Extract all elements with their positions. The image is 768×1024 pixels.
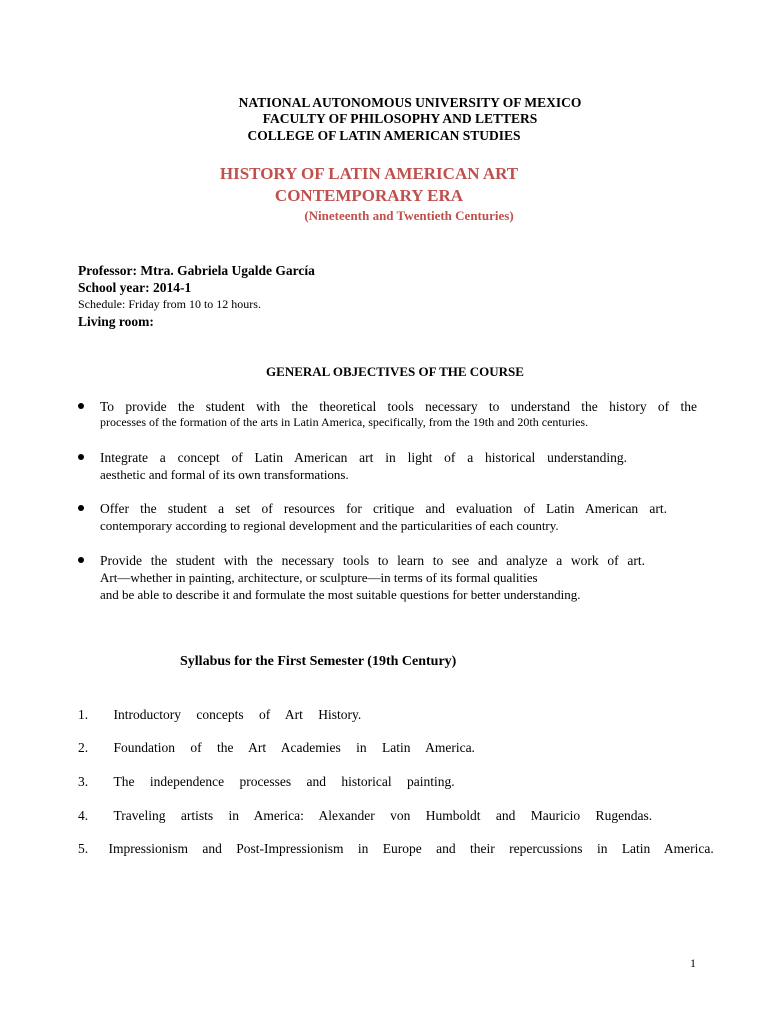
- objectives-heading: GENERAL OBJECTIVES OF THE COURSE: [266, 364, 524, 379]
- syllabus-item-number: 2.: [78, 740, 89, 755]
- syllabus-item: [78, 841, 714, 857]
- faculty-name: FACULTY OF PHILOSOPHY AND LETTERS: [262, 111, 538, 126]
- bullet-icon: [78, 557, 84, 563]
- page-number: 1: [690, 956, 696, 970]
- objective-line: aesthetic and formal of its own transformations.: [100, 467, 349, 482]
- course-title-line1: HISTORY OF LATIN AMERICAN ART: [219, 164, 519, 183]
- syllabus-item: [78, 707, 361, 723]
- university-name: NATIONAL AUTONOMOUS UNIVERSITY OF MEXICO: [238, 95, 582, 110]
- school-year-line: School year: 2014-1: [78, 280, 192, 295]
- college-name: COLLEGE OF LATIN AMERICAN STUDIES: [247, 128, 521, 143]
- objective-line: Offer the student a set of resources for critique and evaluation of Latin American art.: [100, 501, 667, 516]
- syllabus-item-text: Foundation of the Art Academies in Latin America.: [113, 740, 475, 755]
- bullet-icon: [78, 403, 84, 409]
- objective-line: contemporary according to regional development and the particularities of each country.: [100, 518, 559, 533]
- syllabus-item-number: 1.: [78, 707, 89, 722]
- syllabus-item-text: The independence processes and historical painting.: [113, 774, 455, 789]
- schedule-line: Schedule: Friday from 10 to 12 hours.: [78, 297, 261, 311]
- course-title-line2: CONTEMPORARY ERA: [274, 186, 464, 205]
- syllabus-item: [78, 774, 455, 790]
- living-room-line: Living room:: [78, 314, 154, 329]
- syllabus-item-text: Traveling artists in America: Alexander von Humboldt and Mauricio Rugendas.: [113, 808, 653, 823]
- objective-line: Integrate a concept of Latin American art in light of a historical understanding.: [100, 450, 627, 465]
- bullet-icon: [78, 454, 84, 460]
- professor-line: Professor: Mtra. Gabriela Ugalde García: [78, 263, 315, 278]
- syllabus-item-number: 4.: [78, 808, 89, 823]
- course-subtitle: (Nineteenth and Twentieth Centuries): [304, 208, 514, 223]
- objective-line: processes of the formation of the arts in Latin America, specifically, from the 19th and 20th centuries.: [100, 415, 589, 429]
- objective-line: To provide the student with the theoretical tools necessary to understand the history of the: [100, 399, 697, 414]
- syllabus-item-text: Impressionism and Post-Impressionism in Europe and their repercussions in Latin America.: [108, 841, 714, 856]
- syllabus-item: [78, 808, 652, 824]
- syllabus-item: [78, 740, 475, 756]
- bullet-icon: [78, 505, 84, 511]
- objective-line: Art—whether in painting, architecture, or sculpture—in terms of its formal qualities: [100, 570, 538, 585]
- objective-line: and be able to describe it and formulate the most suitable questions for better understanding.: [100, 587, 581, 602]
- syllabus-heading: Syllabus for the First Semester (19th Century): [180, 654, 457, 669]
- syllabus-item-number: 5.: [78, 841, 89, 856]
- syllabus-item-number: 3.: [78, 774, 89, 789]
- objective-line: Provide the student with the necessary tools to learn to see and analyze a work of art.: [100, 553, 645, 568]
- syllabus-item-text: Introductory concepts of Art History.: [113, 707, 362, 722]
